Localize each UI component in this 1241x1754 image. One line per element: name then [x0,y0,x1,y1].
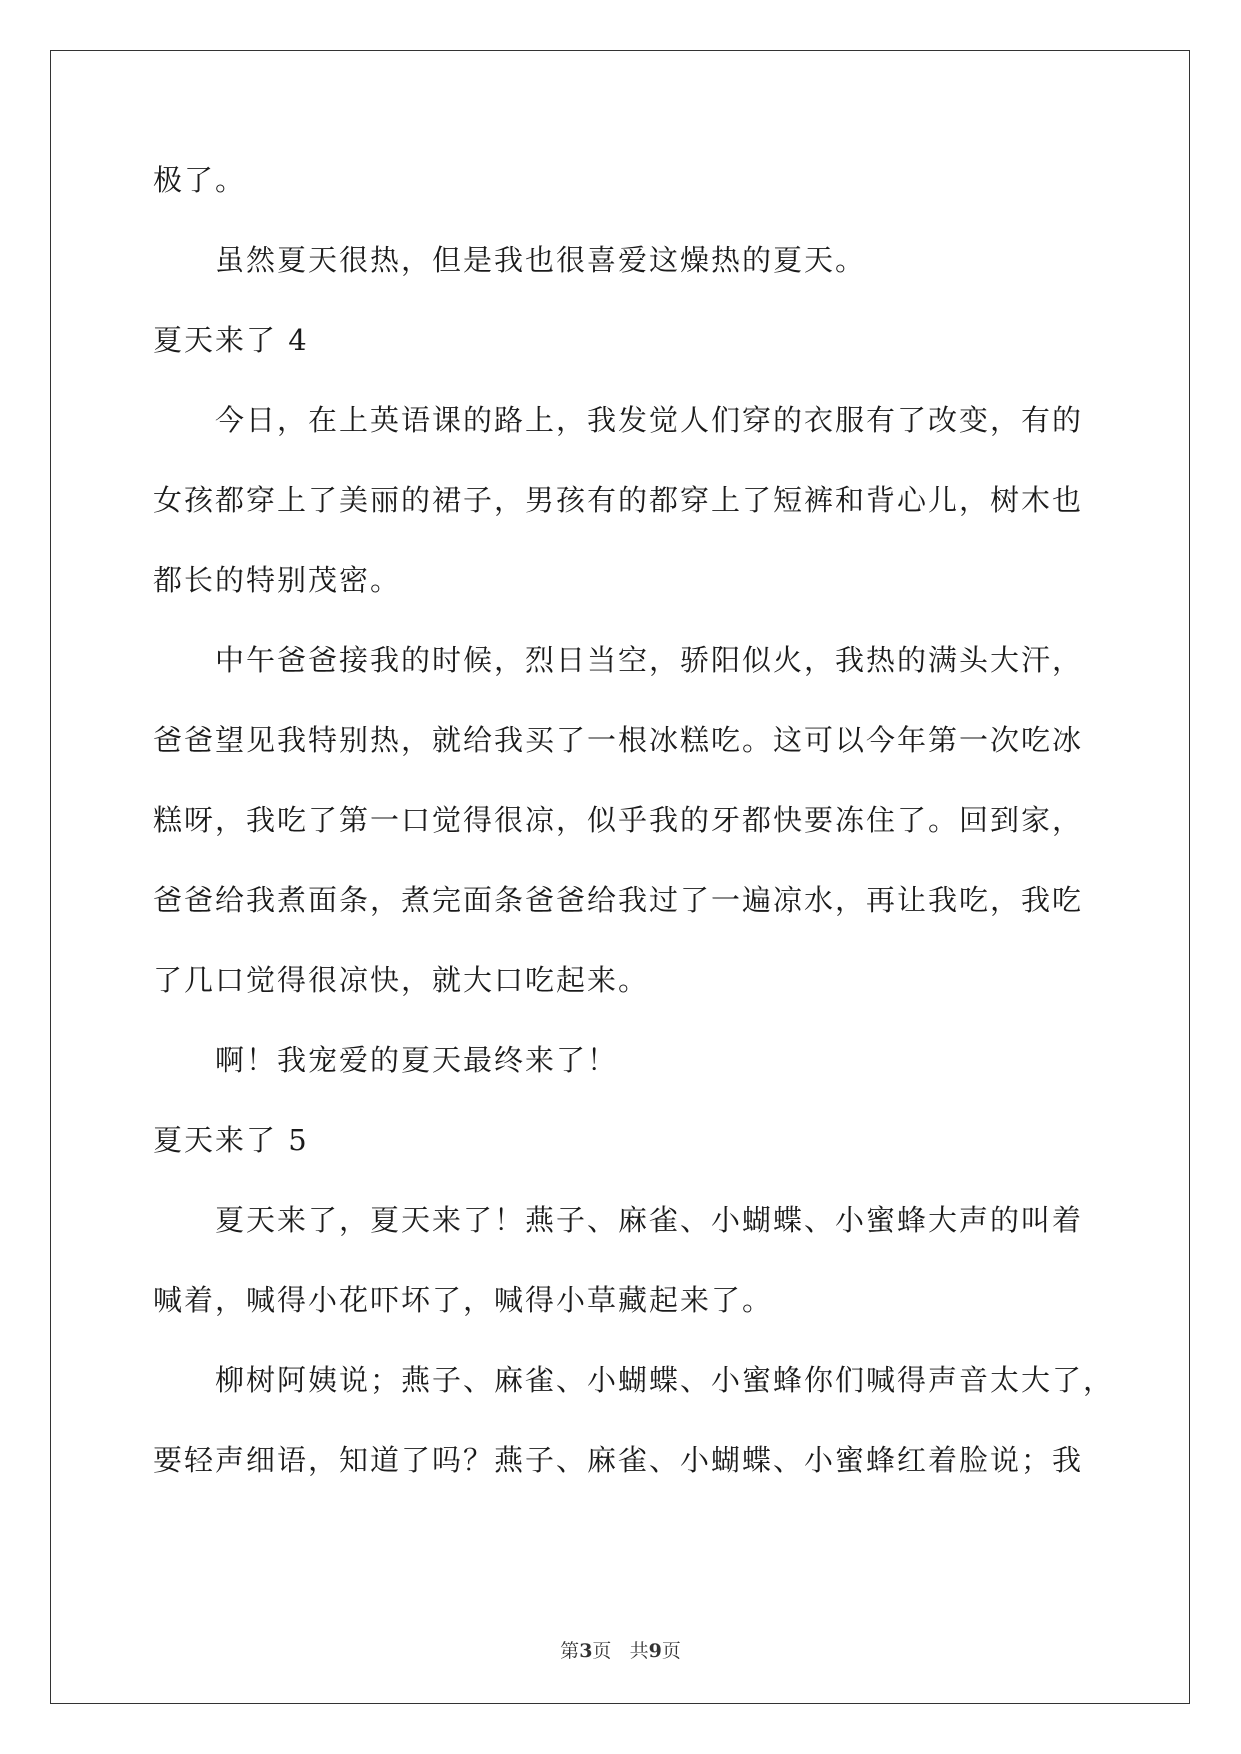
page-suffix: 页 [592,1640,612,1662]
text-line: 要轻声细语，知道了吗？燕子、麻雀、小蝴蝶、小蜜蜂红着脸说；我 [153,1443,1084,1477]
text-line: 夏天来了，夏天来了！燕子、麻雀、小蝴蝶、小蜜蜂大声的叫着 [215,1203,1084,1237]
document-body [153,160,1115,1520]
page-footer [0,1636,1241,1663]
total-suffix: 页 [661,1640,681,1662]
text-line: 啊！我宠爱的夏天最终来了！ [215,1043,619,1077]
text-line: 极了。 [153,163,247,197]
text-line: 了几口觉得很凉快，就大口吃起来。 [153,963,650,997]
text-line: 虽然夏天很热，但是我也很喜爱这燥热的夏天。 [215,243,867,277]
text-line: 都长的特别茂密。 [153,563,402,597]
section-heading: 夏天来了 5 [153,1123,309,1157]
text-line: 今日，在上英语课的路上，我发觉人们穿的衣服有了改变，有的 [215,403,1084,437]
text-line: 柳树阿姨说；燕子、麻雀、小蝴蝶、小蜜蜂你们喊得声音太大了， [215,1363,1115,1397]
page-number: 3 [579,1640,593,1662]
text-line: 女孩都穿上了美丽的裙子，男孩有的都穿上了短裤和背心儿，树木也 [153,483,1084,517]
total-prefix: 共 [629,1640,649,1662]
section-heading: 夏天来了 4 [153,323,309,357]
total-pages: 9 [648,1640,662,1662]
text-line: 中午爸爸接我的时候，烈日当空，骄阳似火，我热的满头大汗， [215,643,1084,677]
text-line: 爸爸给我煮面条，煮完面条爸爸给我过了一遍凉水，再让我吃，我吃 [153,883,1084,917]
text-line: 爸爸望见我特别热，就给我买了一根冰糕吃。这可以今年第一次吃冰 [153,723,1084,757]
text-line: 糕呀，我吃了第一口觉得很凉，似乎我的牙都快要冻住了。回到家， [153,803,1084,837]
text-line: 喊着，喊得小花吓坏了，喊得小草藏起来了。 [153,1283,774,1317]
page-prefix: 第 [560,1640,580,1662]
